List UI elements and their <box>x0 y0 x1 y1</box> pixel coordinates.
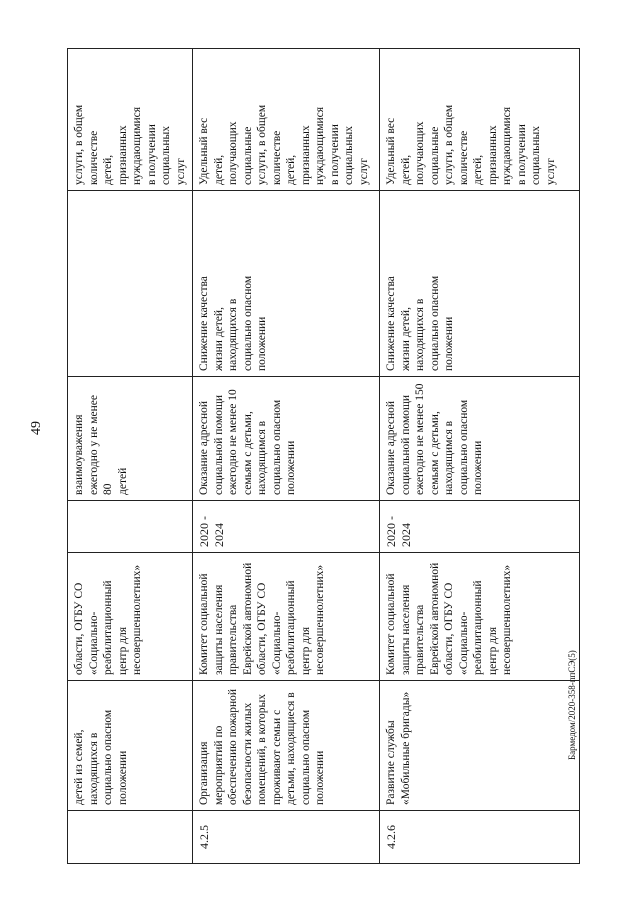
risk-cell: Снижение качества жизни детей, находящихся в социально опасном положении <box>193 191 380 377</box>
program-actions-table <box>67 48 580 864</box>
period-cell <box>68 501 193 553</box>
rotated-table-area <box>67 49 579 864</box>
executor-cell: области, ОГБУ СО «Социально- реабилитационный центр для несовершеннолетних» <box>68 553 193 681</box>
table-row <box>68 49 193 864</box>
result-cell: Удельный вес детей, получающих социальные услуги, в общем количестве детей, признанных нуждающимися в получении социальных услуг <box>380 49 580 191</box>
action-cell: Организация мероприятий по обеспечению пожарной безопасности жилых помещений, в которых проживают семьи с детьми, находящиеся в социально опасном положении <box>193 681 380 811</box>
rotated-table-container <box>67 49 579 864</box>
executor-cell: Комитет социальной защиты населения правительства Еврейской автономной области, ОГБУ СО «Социально- реабилитационный центр для несовершеннолетних» <box>380 553 580 681</box>
indicator-cell: взаимоуважения ежегодно у не менее 80 детей <box>68 377 193 501</box>
period-cell: 2020 - 2024 <box>380 501 580 553</box>
risk-cell: Снижение качества жизни детей, находящихся в социально опасном положении <box>380 191 580 377</box>
action-cell: Развитие службы «Мобильные бригады» <box>380 681 580 811</box>
page-number: 49 <box>29 421 44 435</box>
indicator-cell: Оказание адресной социальной помощи ежегодно не менее 150 семьям с детьми, находящимся в социально опасном положении <box>380 377 580 501</box>
table-row <box>380 49 580 864</box>
row-number <box>68 811 193 864</box>
action-cell: детей из семей, находящихся в социально опасном положении <box>68 681 193 811</box>
document-code: Бармедом/2020-358-ппСЭ(5) <box>567 650 577 760</box>
period-cell: 2020 - 2024 <box>193 501 380 553</box>
indicator-cell: Оказание адресной социальной помощи ежегодно не менее 10 семьям с детьми, находящимся в социально опасном положении <box>193 377 380 501</box>
result-cell: услуги, в общем количестве детей, признанных нуждающимися в получении социальных услуг <box>68 49 193 191</box>
result-cell: Удельный вес детей, получающих социальные услуги, в общем количестве детей, признанных нуждающимися в получении социальных услуг <box>193 49 380 191</box>
risk-cell <box>68 191 193 377</box>
row-number: 4.2.5 <box>193 811 380 864</box>
row-number: 4.2.6 <box>380 811 580 864</box>
executor-cell: Комитет социальной защиты населения правительства Еврейской автономной области, ОГБУ СО «Социально- реабилитационный центр для несовершеннолетних» <box>193 553 380 681</box>
table-row <box>193 49 380 864</box>
